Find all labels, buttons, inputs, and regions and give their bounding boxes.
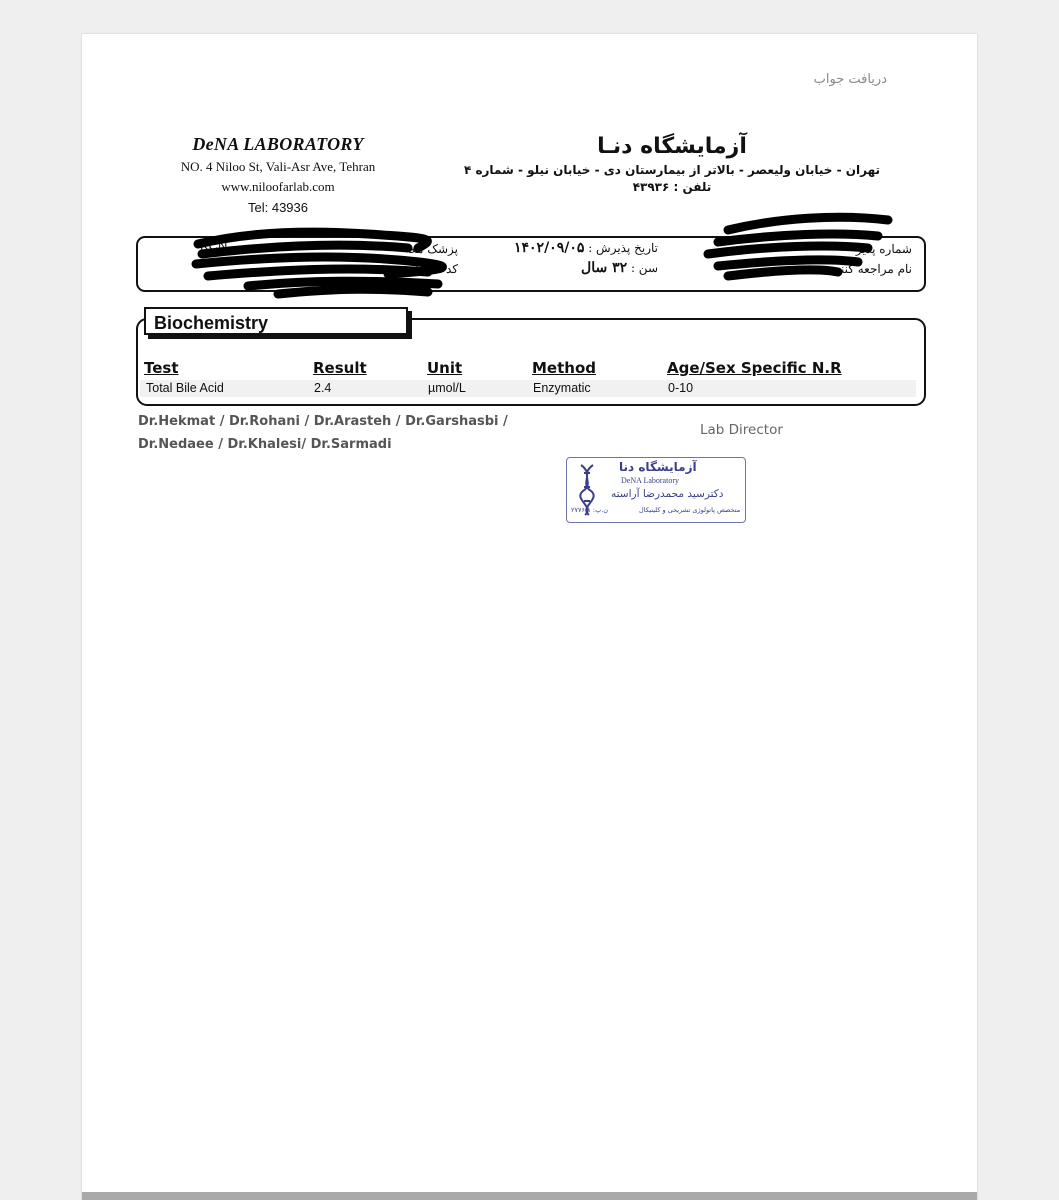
section-title: Biochemistry	[144, 307, 408, 335]
age-label: سن :	[630, 261, 658, 275]
lab-name-en: DeNA LABORATORY	[192, 134, 364, 154]
age-value: ۳۲ سال	[581, 260, 628, 276]
stamp-doctor-name: دکترسید محمدرضا آراسته	[611, 488, 724, 500]
receive-result-label: دریافت جواب	[813, 72, 887, 87]
referrer-name-label: نام مراجعه کنند	[834, 262, 912, 276]
lab-address-en: NO. 4 Niloo St, Vali-Asr Ave, Tehran	[180, 159, 376, 174]
reception-date-value: ۱۴۰۲/۰۹/۰۵	[513, 240, 585, 256]
doctors-line-1: Dr.Hekmat / Dr.Rohani / Dr.Arasteh / Dr.Garshasbi /	[138, 414, 508, 429]
doctor-label: پزشک معا	[407, 242, 458, 256]
table-row	[140, 380, 916, 397]
reception-date-label: تاریخ پذیرش :	[588, 241, 658, 255]
subscription-code-label: کد اشترا	[415, 262, 458, 276]
patient-info-box	[136, 236, 926, 292]
cell-unit: µmol/L	[428, 381, 466, 395]
lab-director-label: Lab Director	[700, 422, 783, 438]
reception-date	[514, 240, 658, 256]
report-page	[82, 34, 977, 1200]
doctors-list	[138, 410, 538, 456]
column-header-test: Test	[144, 359, 179, 377]
lab-name-fa: آزمایشگاه دنـا	[597, 134, 747, 159]
cell-test: Total Bile Acid	[146, 381, 224, 395]
stamp-lab-en: DeNA Laboratory	[621, 476, 679, 485]
cell-result: 2.4	[314, 381, 332, 395]
director-stamp	[566, 457, 746, 523]
lab-tel-fa: تلفن : ۴۳۹۳۶	[632, 180, 712, 194]
column-header-method: Method	[532, 359, 596, 377]
viewer-scrollbar[interactable]	[82, 1192, 977, 1200]
lab-website: www.niloofarlab.com	[221, 179, 335, 194]
reception-number-label: شماره پذیر	[855, 242, 912, 256]
lab-address-fa: تهران - خیابان ولیعصر - بالاتر از بیمارستان دی - خیابان نیلو - شماره ۴	[463, 163, 881, 177]
lab-header-english	[162, 134, 394, 215]
stamp-specialty: متخصص پاتولوژی تشریحی و کلینیکال	[639, 506, 741, 514]
cell-range: 0-10	[668, 381, 694, 395]
column-header-unit: Unit	[427, 359, 463, 377]
cell-method: Enzymatic	[533, 381, 591, 395]
stamp-license: ن.پ: ۱-۲۷۷۶	[571, 506, 609, 514]
partial-code: KCN	[200, 238, 228, 253]
patient-age	[581, 260, 658, 276]
column-header-range: Age/Sex Specific N.R	[667, 359, 842, 377]
lab-header-persian	[462, 134, 882, 194]
doctors-line-2: Dr.Nedaee / Dr.Khalesi/ Dr.Sarmadi	[138, 437, 392, 452]
lab-tel-en: Tel: 43936	[248, 200, 308, 215]
column-header-result: Result	[313, 359, 367, 377]
stamp-lab-fa: آزمایشگاه دنا	[619, 460, 697, 474]
